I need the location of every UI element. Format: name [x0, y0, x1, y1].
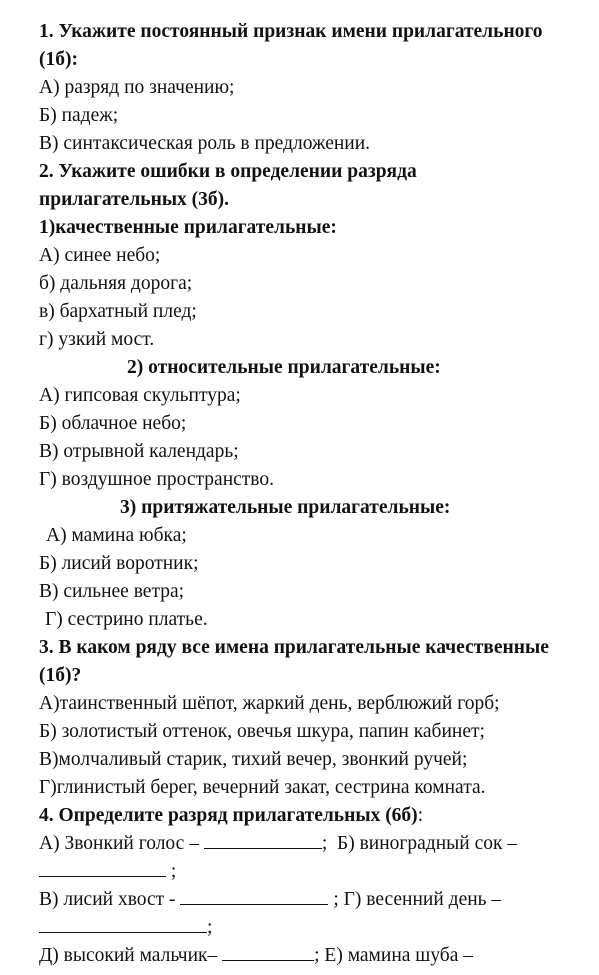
q4-item-b-end: ; [170, 861, 177, 882]
q4-answer-c-blank[interactable] [180, 886, 328, 905]
q2-sub2-heading: 2) относительные прилагательные: [127, 357, 441, 378]
q4-item-d-end: ; [207, 917, 213, 938]
q4-item-a-end: ; [321, 833, 328, 854]
q1-option-c: В) синтаксическая роль в предложении. [39, 133, 371, 154]
q3-option-c: В)молчаливый старик, тихий вечер, звонкий ручей; [39, 749, 468, 770]
q3-title-line2: (1б)? [39, 665, 82, 686]
q4-row-cd [39, 886, 599, 914]
q2-sub2-option-d: Г) воздушное пространство. [39, 469, 275, 490]
q4-row-b-cont [39, 858, 599, 886]
q2-sub1-option-a: А) синее небо; [39, 245, 161, 266]
q1-title-line1: 1. Укажите постоянный признак имени прилагательного [39, 21, 543, 42]
q3-option-d: Г)глинистый берег, вечерний закат, сестрина комната. [39, 777, 486, 798]
q4-title: 4. Определите разряд прилагательных (6б) [39, 805, 418, 826]
q4-title-line [39, 802, 599, 830]
q1-title-line2: (1б): [39, 49, 78, 70]
q3-option-a: А)таинственный шёпот, жаркий день, верблюжий горб; [39, 693, 500, 714]
q4-row-ab [39, 830, 599, 858]
q2-sub2-option-b: Б) облачное небо; [39, 413, 187, 434]
q2-sub1-option-b: б) дальняя дорога; [39, 273, 193, 294]
q2-sub2-option-c: В) отрывной календарь; [39, 441, 239, 462]
q1-option-b: Б) падеж; [39, 105, 119, 126]
q4-item-e: Д) высокий мальчик– [39, 945, 218, 966]
q4-item-b: Б) виноградный сок – [337, 833, 518, 854]
q4-answer-b-blank[interactable] [39, 858, 166, 877]
q4-item-a: А) Звонкий голос – [39, 833, 199, 854]
q2-sub1-heading: 1)качественные прилагательные: [39, 217, 337, 238]
q4-answer-d-blank[interactable] [39, 914, 207, 933]
q2-sub1-option-d: г) узкий мост. [39, 329, 155, 350]
q4-row-d-cont [39, 914, 599, 942]
q4-item-d: ; Г) весенний день – [333, 889, 502, 910]
q4-answer-e-blank[interactable] [222, 942, 314, 961]
q3-title-line1: 3. В каком ряду все имена прилагательные качественные [39, 637, 549, 658]
q4-item-c: В) лисий хвост - [39, 889, 176, 910]
q2-sub3-option-c: В) сильнее ветра; [39, 581, 185, 602]
q2-sub3-heading: 3) притяжательные прилагательные: [120, 497, 451, 518]
q3-option-b: Б) золотистый оттенок, овечья шкура, папин кабинет; [39, 721, 485, 742]
q4-item-f: ; Е) мамина шуба – [314, 945, 474, 966]
q4-title-colon: : [417, 805, 424, 826]
q2-sub2-option-a: А) гипсовая скульптура; [39, 385, 241, 406]
q2-sub3-option-a: А) мамина юбка; [46, 525, 187, 546]
q2-sub3-option-d: Г) сестрино платье. [45, 609, 208, 630]
q2-sub3-option-b: Б) лисий воротник; [39, 553, 199, 574]
q2-title-line1: 2. Укажите ошибки в определении разряда [39, 161, 417, 182]
q2-sub1-option-c: в) бархатный плед; [39, 301, 197, 322]
q2-title-line2: прилагательных (3б). [39, 189, 230, 210]
q4-row-ef [39, 942, 599, 970]
q1-option-a: А) разряд по значению; [39, 77, 235, 98]
q4-answer-a-blank[interactable] [204, 830, 322, 849]
